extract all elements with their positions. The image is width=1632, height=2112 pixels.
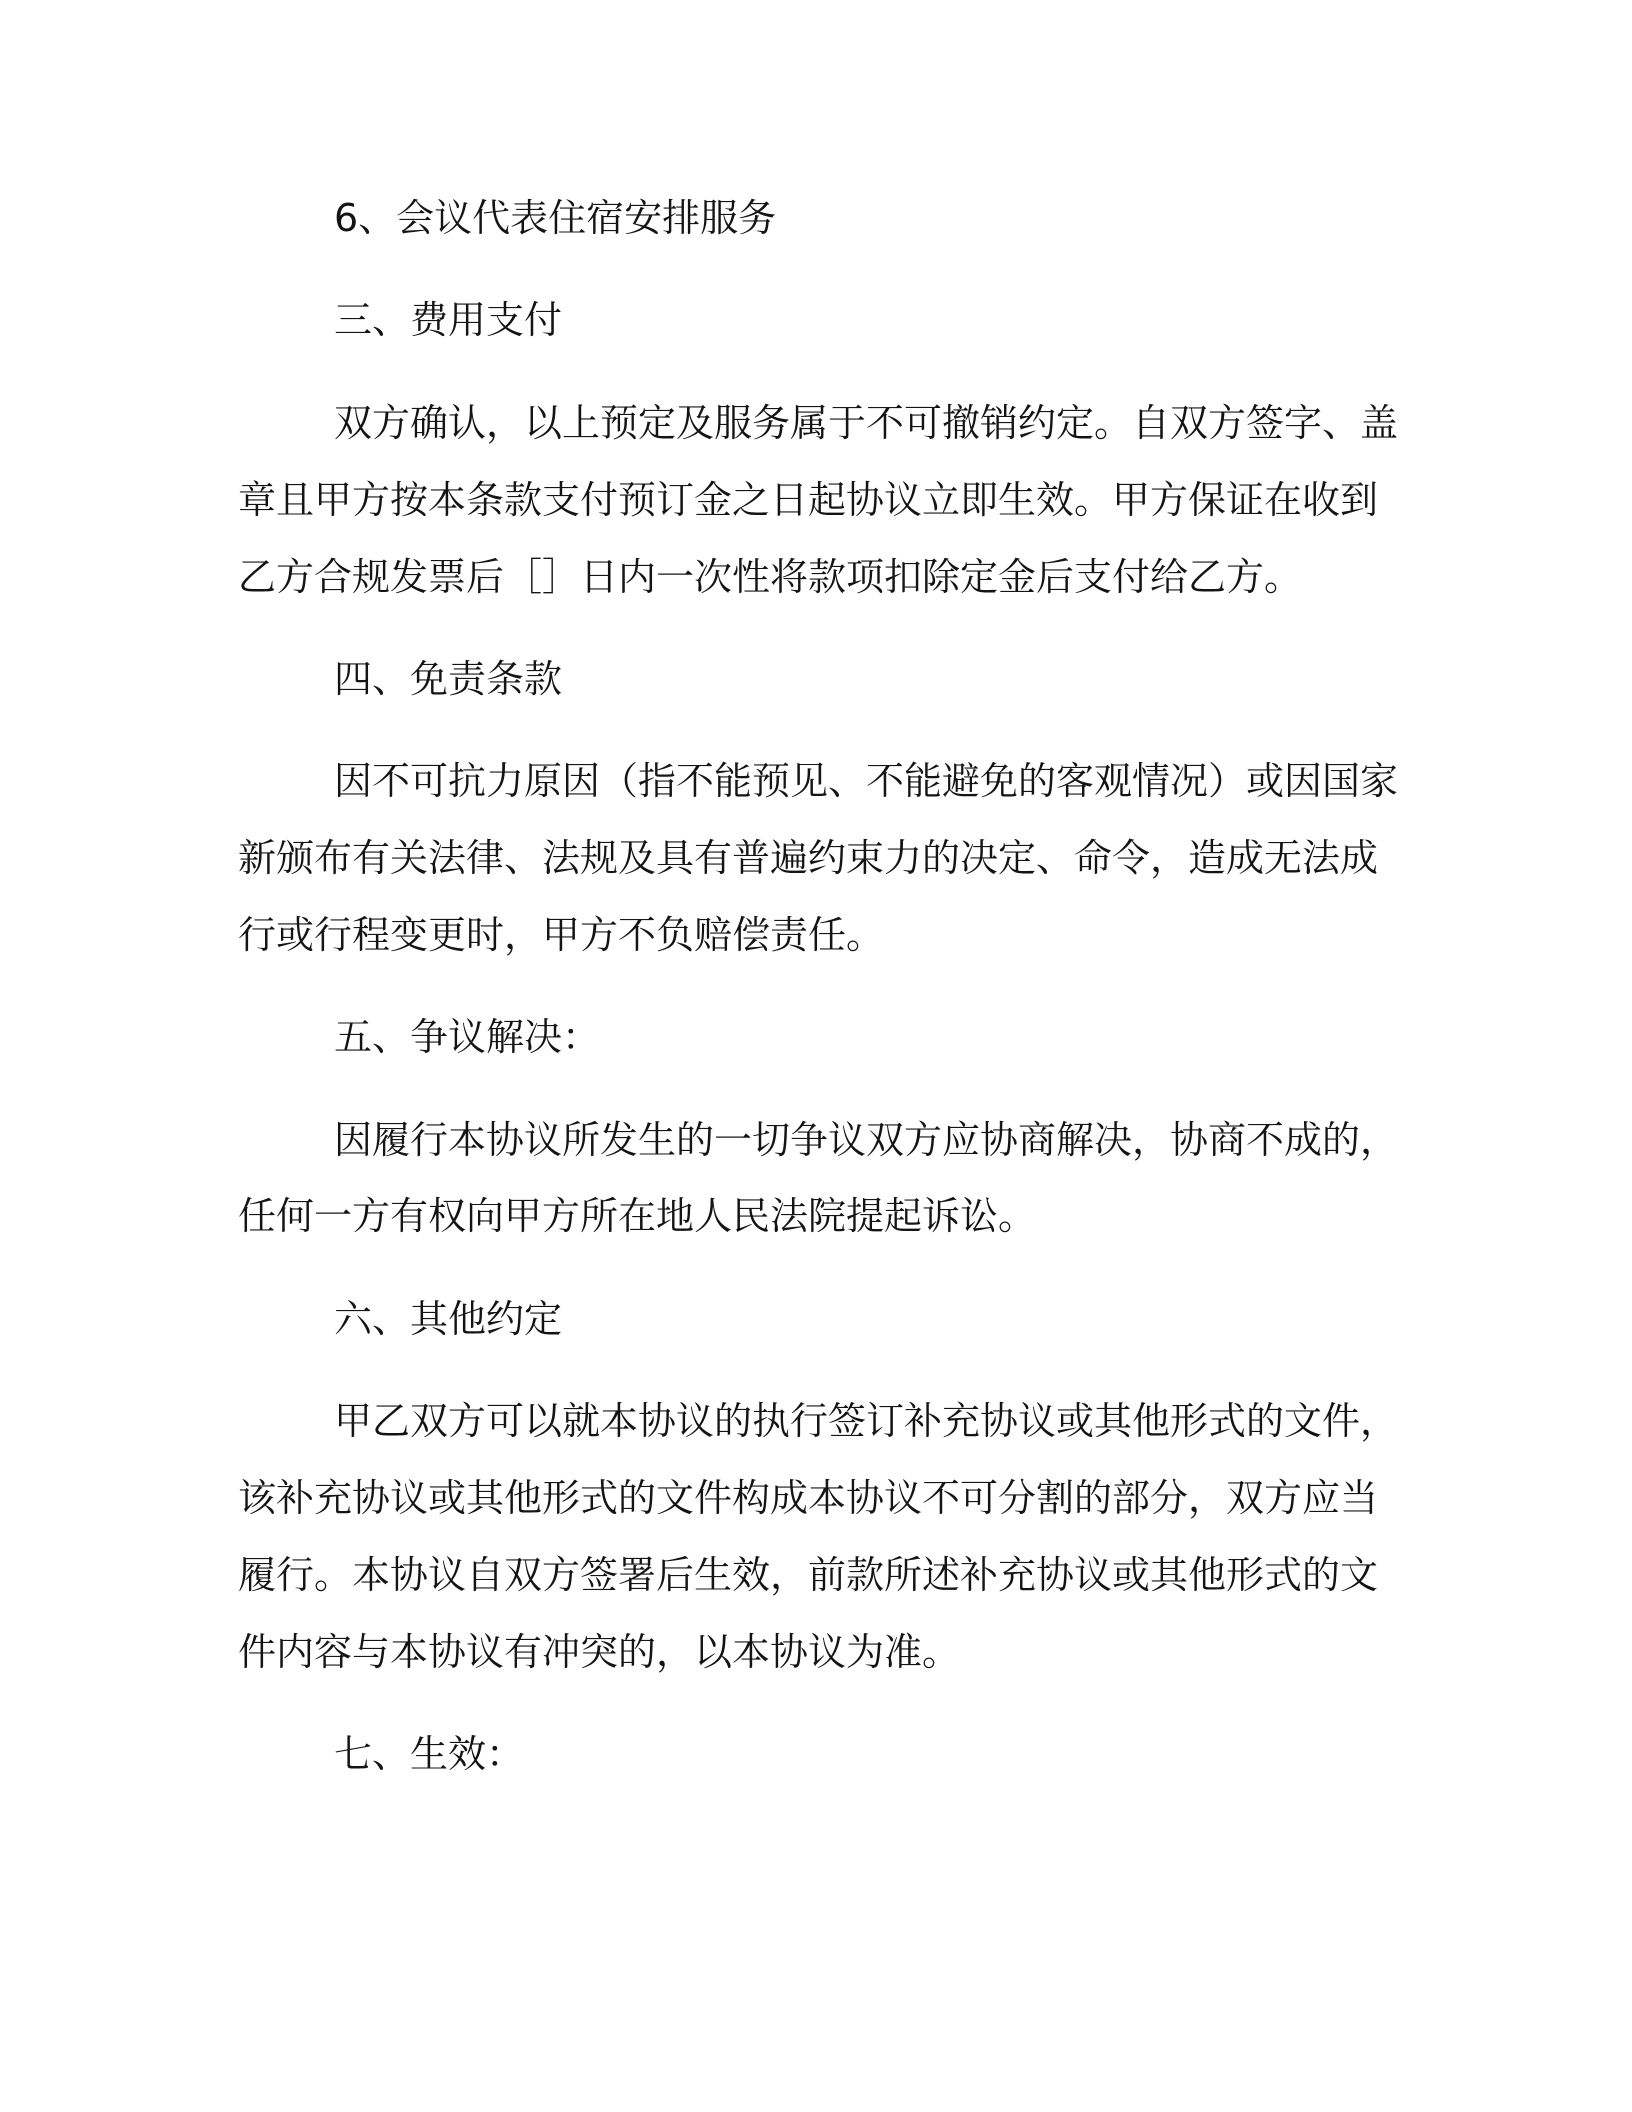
paragraph-other-line-4: 件内容与本协议有冲突的，以本协议为准。 xyxy=(238,1630,961,1674)
paragraph-other-line-1: 甲乙双方可以就本协议的执行签订补充协议或其他形式的文件， xyxy=(334,1399,1399,1443)
section-heading-payment: 三、费用支付 xyxy=(334,298,563,342)
paragraph-exemption-line-3: 行或行程变更时，甲方不负赔偿责任。 xyxy=(238,913,885,957)
paragraph-dispute-line-1: 因履行本协议所发生的一切争议双方应协商解决，协商不成的， xyxy=(334,1118,1399,1162)
paragraph-other-line-3: 履行。本协议自双方签署后生效，前款所述补充协议或其他形式的文 xyxy=(238,1553,1379,1597)
section-heading-effective: 七、生效： xyxy=(334,1732,525,1776)
paragraph-other-line-2: 该补充协议或其他形式的文件构成本协议不可分割的部分，双方应当 xyxy=(238,1476,1379,1520)
section-heading-other: 六、其他约定 xyxy=(334,1297,563,1341)
paragraph-payment-line-3: 乙方合规发票后［］日内一次性将款项扣除定金后支付给乙方。 xyxy=(238,555,1303,599)
paragraph-exemption-line-2: 新颁布有关法律、法规及具有普遍约束力的决定、命令，造成无法成 xyxy=(238,836,1379,880)
paragraph-exemption-line-1: 因不可抗力原因（指不能预见、不能避免的客观情况）或因国家 xyxy=(334,759,1399,803)
section-heading-dispute: 五、争议解决： xyxy=(334,1015,601,1059)
paragraph-dispute-line-2: 任何一方有权向甲方所在地人民法院提起诉讼。 xyxy=(238,1194,1037,1238)
list-item-accommodation: 6、会议代表住宿安排服务 xyxy=(334,196,777,240)
paragraph-payment-line-2: 章且甲方按本条款支付预订金之日起协议立即生效。甲方保证在收到 xyxy=(238,478,1379,522)
section-heading-exemption: 四、免责条款 xyxy=(334,657,563,701)
paragraph-payment-line-1: 双方确认，以上预定及服务属于不可撤销约定。自双方签字、盖 xyxy=(334,401,1399,445)
